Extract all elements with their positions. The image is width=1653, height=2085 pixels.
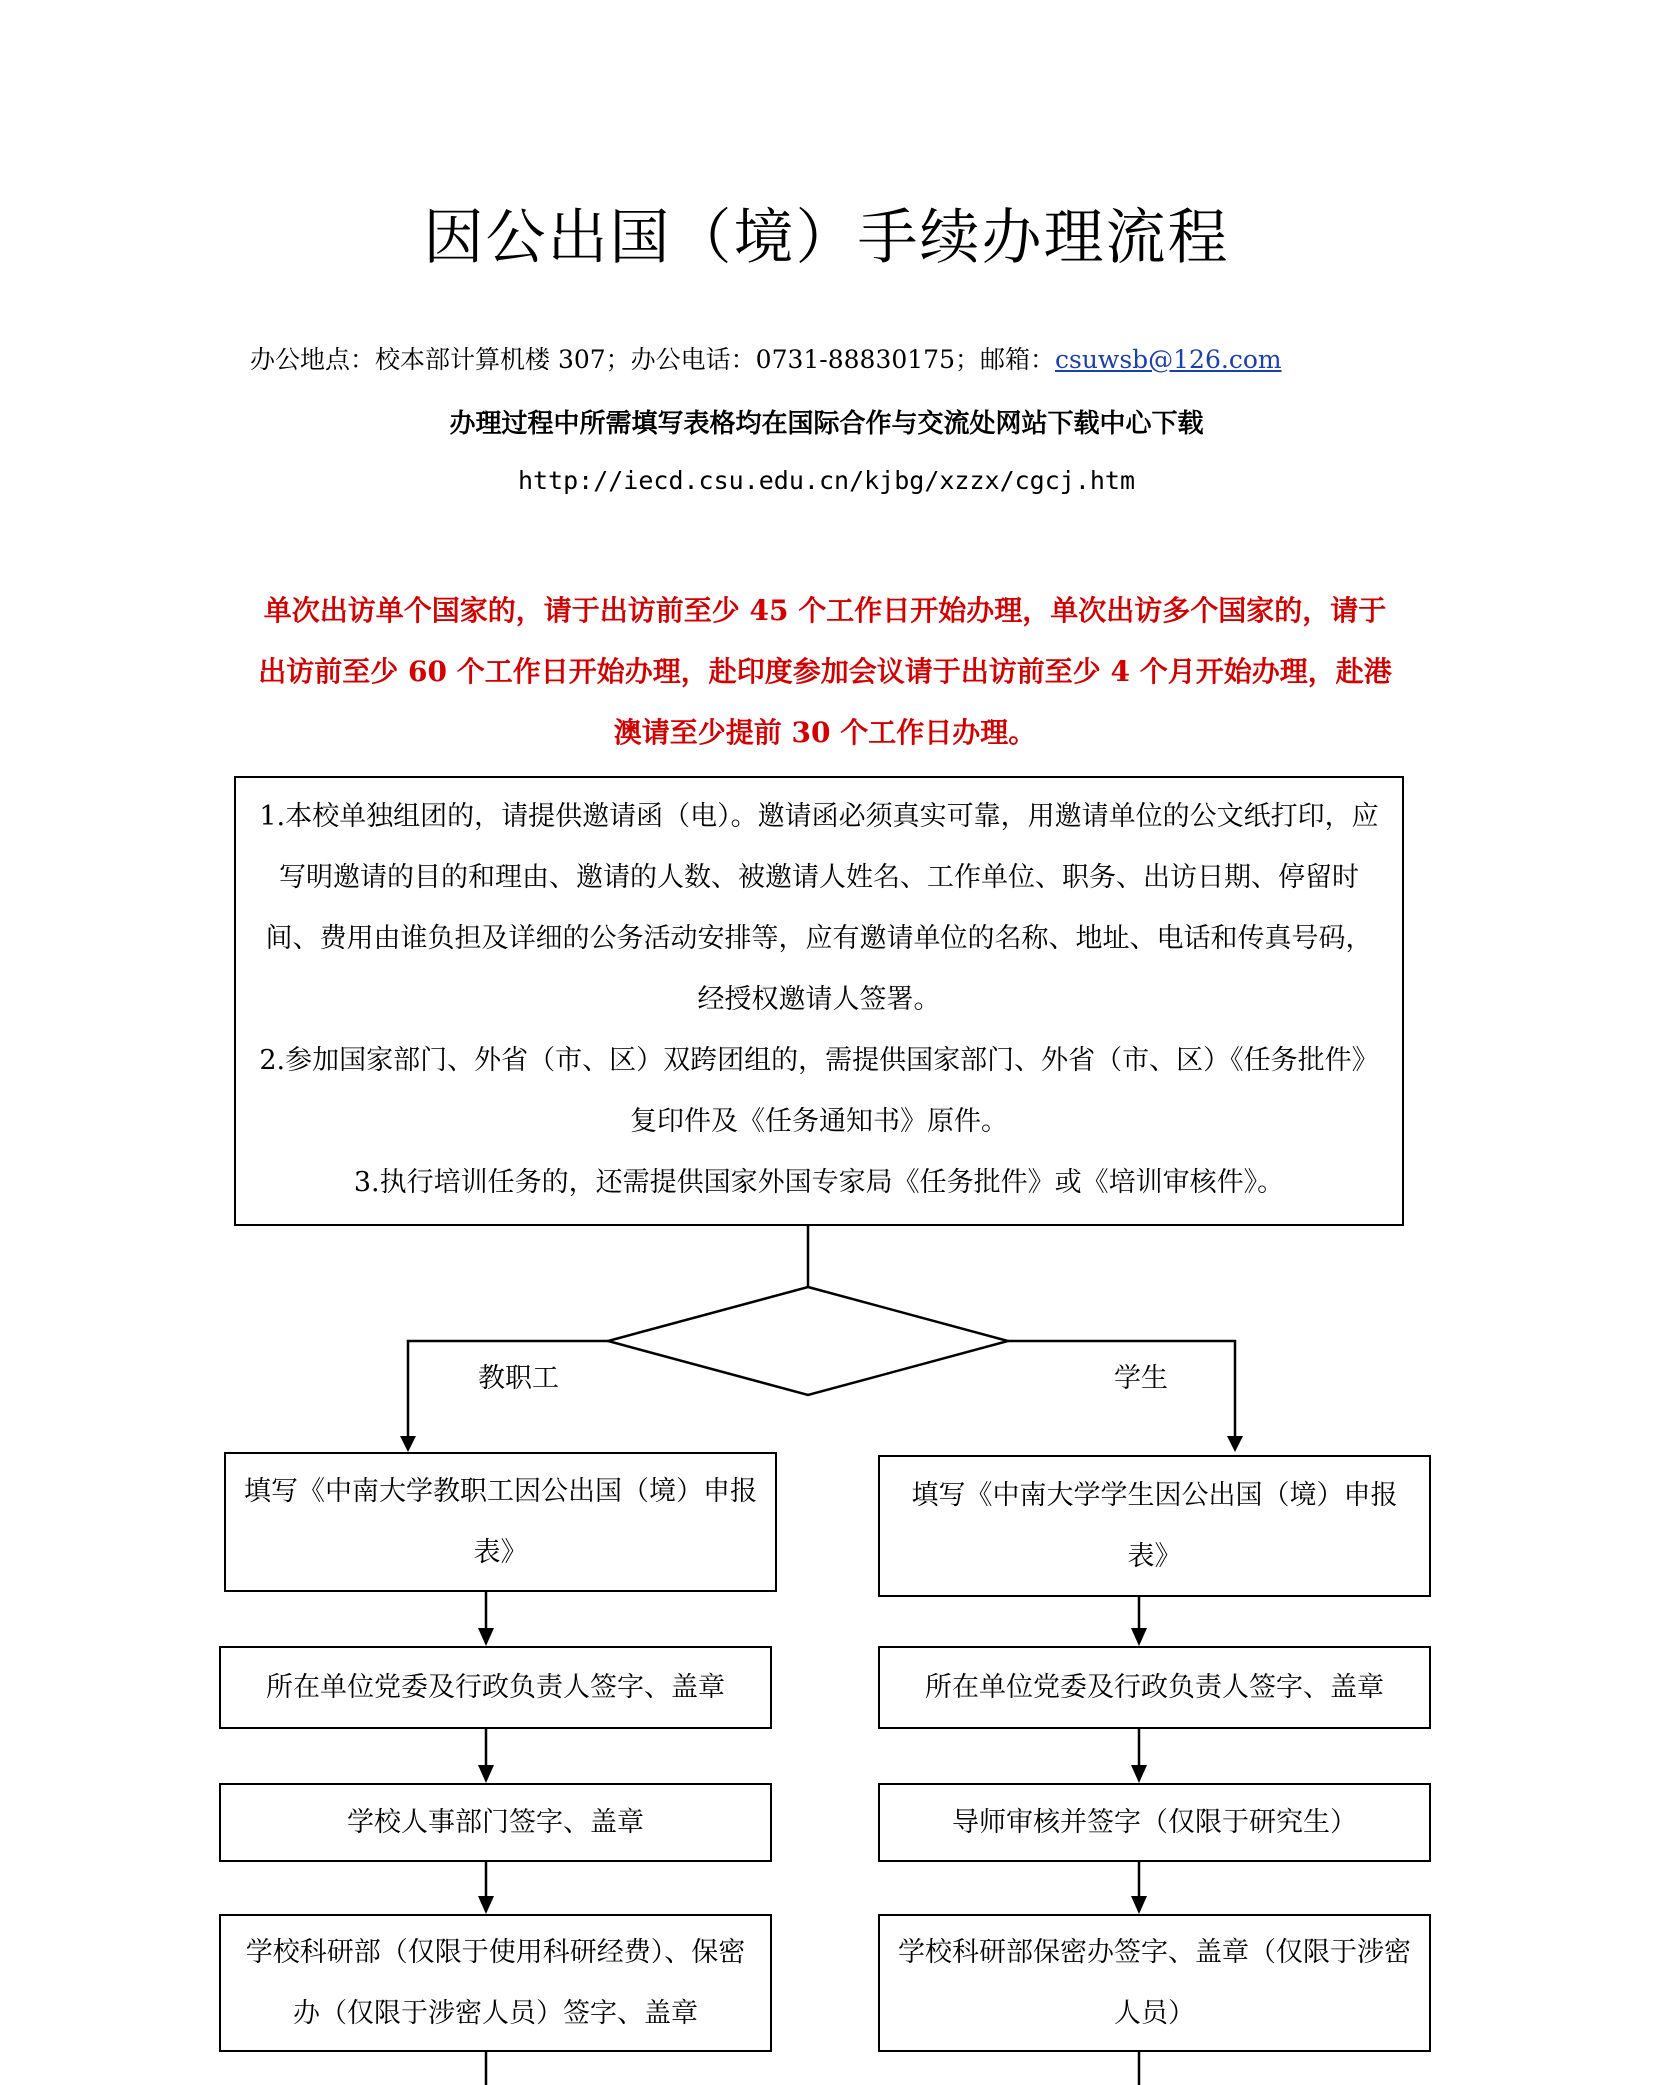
student-step-1: 填写《中南大学学生因公出国（境）申报表》 (878, 1455, 1431, 1597)
staff-step-1: 填写《中南大学教职工因公出国（境）申报表》 (224, 1452, 777, 1592)
contact-text: 办公地点：校本部计算机楼 307；办公电话：0731-88830175；邮箱： (250, 345, 1055, 374)
branch-label-student: 学生 (1114, 1363, 1168, 1394)
decision-diamond (608, 1287, 1008, 1395)
requirement-item: 2.参加国家部门、外省（市、区）双跨团组的，需提供国家部门、外省（市、区）《任务批件》复印件及《任务通知书》原件。 (259, 1045, 1379, 1137)
arrow-down-icon (1131, 1896, 1147, 1914)
student-step-2: 所在单位党委及行政负责人签字、盖章 (878, 1646, 1431, 1729)
arrow-down-icon (478, 1628, 494, 1646)
staff-step-4: 学校科研部（仅限于使用科研经费）、保密办（仅限于涉密人员）签字、盖章 (219, 1914, 772, 2052)
arrow-down-icon (1131, 1765, 1147, 1783)
arrow-down-icon (400, 1436, 416, 1452)
arrow-down-icon (478, 1765, 494, 1783)
arrow-down-icon (1131, 1628, 1147, 1646)
staff-step-2: 所在单位党委及行政负责人签字、盖章 (219, 1646, 772, 1729)
staff-step-3: 学校人事部门签字、盖章 (219, 1783, 772, 1862)
student-step-3: 导师审核并签字（仅限于研究生） (878, 1783, 1431, 1862)
requirement-item: 3.执行培训任务的，还需提供国家外国专家局《任务批件》或《培训审核件》。 (353, 1167, 1285, 1198)
arrow-down-icon (478, 1896, 494, 1914)
branch-label-staff: 教职工 (478, 1363, 559, 1394)
download-notice: 办理过程中所需填写表格均在国际合作与交流处网站下载中心下载 (449, 409, 1204, 439)
student-step-4: 学校科研部保密办签字、盖章（仅限于涉密人员） (878, 1914, 1431, 2052)
download-url[interactable]: http://iecd.csu.edu.cn/kjbg/xzzx/cgcj.htm (517, 466, 1136, 495)
arrow-down-icon (1227, 1436, 1243, 1452)
requirement-item: 1.本校单独组团的，请提供邀请函（电）。邀请函必须真实可靠，用邀请单位的公文纸打印，应写明邀请的目的和理由、邀请的人数、被邀请人姓名、工作单位、职务、出访日期、停留时间、费用由谁负担及详细的公务活动安排等，应有邀请单位的名称、地址、电话和传真号码，经授权邀请人签署。 (259, 801, 1379, 1015)
email-link[interactable]: csuwsb@126.com (1054, 345, 1282, 374)
timing-notice: 单次出访单个国家的，请于出访前至少 45 个工作日开始办理，单次出访多个国家的，请于出访前至少 60 个工作日开始办理，赴印度参加会议请于出访前至少 4 个月开始办理，赴港澳请至少提前 30 个工作日办理。 (258, 594, 1392, 749)
page-title: 因公出国（境）手续办理流程 (423, 203, 1230, 273)
